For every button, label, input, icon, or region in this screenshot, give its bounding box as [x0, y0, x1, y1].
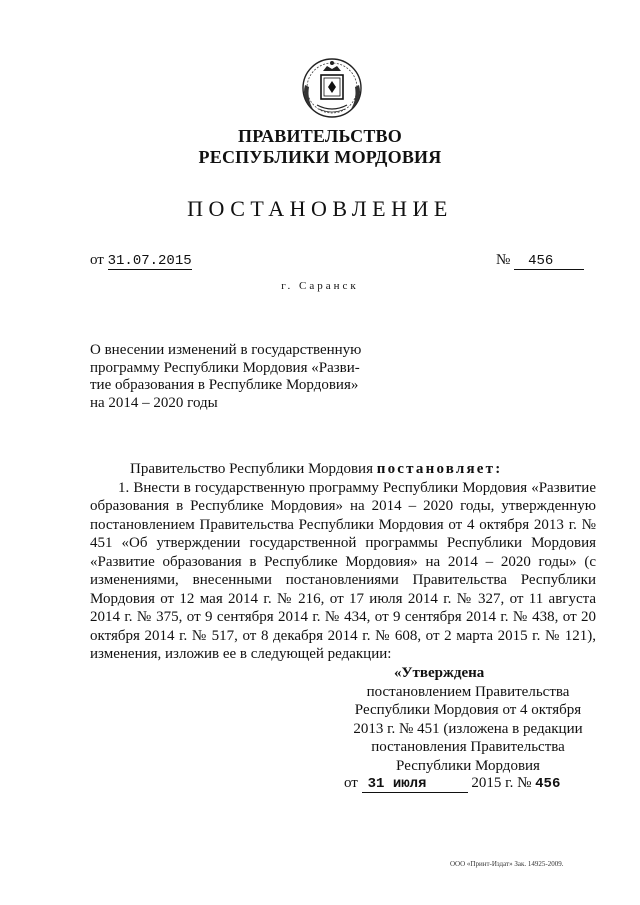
approval-number-value: 456 [535, 776, 561, 792]
intro-text: Правительство Республики Мордовия [130, 461, 373, 477]
city-label: г. Саранск [281, 280, 359, 292]
decree-subject [90, 342, 380, 412]
approval-block [344, 664, 592, 775]
approval-line: Республики Мордовия от 4 октября [354, 702, 582, 718]
approval-date-prefix: от [344, 775, 358, 791]
approval-date-row [344, 775, 560, 793]
approval-line: 2013 г. № 451 (изложена в редакции [353, 720, 583, 737]
decree-number [496, 252, 584, 270]
approval-line: Республики Мордовия [396, 757, 540, 774]
date-value: 31.07.2015 [107, 253, 192, 269]
approval-head: «Утверждена [394, 665, 485, 681]
paragraph-1: 1. Внести в государственную программу Республики Мордовия «Развитие образования в Республике Мордовия» на 2014 – 2020 годы, утвержденную постановлением Правительства Республики Мордовия от 4 октября 2013 г. № 451 «Об утверждении государственной программы Республики Мордовия «Развитие образования в Республике Мордовия» на 2014 – 2020 годы» (с изменениями, внесенными постановлениями Правительства Республики Мордовия от 12 мая 2014 г. № 216, от 17 июля 2014 г. № 327, от 11 августа 2014 г. № 375, от 9 сентября 2014 г. № 434, от 9 сентября 2014 г. № 438, от 20 октября 2014 г. № 517, от 8 декабря 2014 г. № 608, от 2 марта 2015 г. № 121), изменения, изложив ее в следующей редакции: [90, 479, 596, 662]
number-prefix: № [496, 252, 511, 268]
coat-of-arms-icon [297, 55, 367, 119]
government-title-line1: ПРАВИТЕЛЬСТВО [238, 126, 402, 146]
subject-line: программу Республики Мордовия «Разви- [90, 359, 360, 376]
number-value: 456 [514, 253, 584, 270]
subject-line: на 2014 – 2020 годы [90, 394, 218, 411]
subject-line: тие образования в Республике Мордовия» [90, 377, 359, 393]
date-prefix: от [90, 252, 104, 268]
approval-year: 2015 г. [471, 775, 514, 791]
approval-date-value: 31 июля [362, 776, 468, 793]
approval-line: постановлением Правительства [366, 683, 570, 700]
approval-number-prefix: № [517, 775, 532, 791]
government-title-line2: РЕСПУБЛИКИ МОРДОВИЯ [198, 147, 442, 167]
intro-paragraph [90, 460, 596, 479]
printer-imprint: ООО «Принт-Издат» Зак. 14925-2009. [450, 860, 564, 868]
decree-date [90, 252, 192, 270]
resolves-word: постановляет: [376, 461, 503, 477]
subject-line: О внесении изменений в государственную [90, 342, 362, 358]
approval-line: постановления Правительства [371, 739, 565, 755]
document-type-title: ПОСТАНОВЛЕНИЕ [187, 196, 453, 221]
decree-body [90, 460, 596, 664]
